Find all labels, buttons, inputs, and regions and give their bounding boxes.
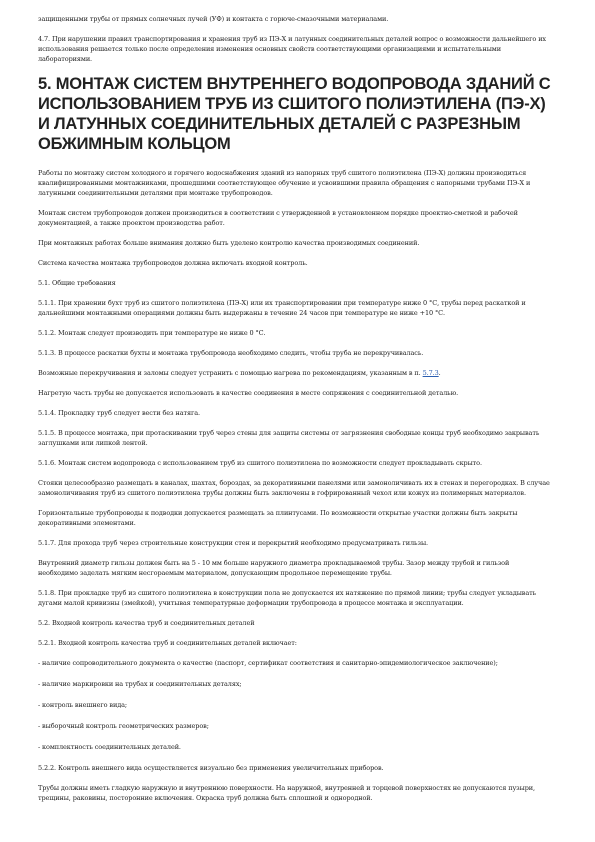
paragraph-4-7: 4.7. При нарушении правил транспортирования и хранения труб из ПЭ-Х и латунных соединительных деталей вопрос о возможности дальнейшего их использования решается только после определения изменения основных свойств соответствующими организациями и испытательными лабораториями. [38,35,547,63]
list-item: - наличие сопроводительного документа о качестве (паспорт, сертификат соответствия и санитарно-эпидемиологическое заключение); [38,659,498,667]
paragraph-kinks [38,368,551,378]
clause-5-1-2: 5.1.2. Монтаж следует производить при температуре не ниже 0 °С. [38,329,266,337]
intro-paragraph-2: Монтаж систем трубопроводов должен производиться в соответствии с утвержденной в установленном порядке проектно-сметной и рабочей документацией, а также проектом производства работ. [38,209,518,227]
paragraph-risers: Стояки целесообразно размещать в каналах, шахтах, бороздах, за декоративными панелями или замоноличивать их в стенах и перегородках. В случае замоноличивания труб из сшитого полиэтилена трубы должны быть заключены в гофрированный чехол или кожух из полимерных материалов. [38,479,550,497]
clause-5-1-8: 5.1.8. При прокладке труб из сшитого полиэтилена в конструкции пола не допускается их натяжение по прямой линии; трубы следует укладывать дугами малой кривизны (змейкой), учитывая температурные деформации трубопровода в процессе монтажа и эксплуатации. [38,589,537,607]
clause-5-2-2: 5.2.2. Контроль внешнего вида осуществляется визуально без применения увеличительных приборов. [38,764,384,772]
clause-5-1-3: 5.1.3. В процессе раскатки бухты и монтажа трубопровода необходимо следить, чтобы труба не перекручивалась. [38,349,424,357]
list-item: - наличие маркировки на трубах и соединительных деталях; [38,680,242,688]
subsection-5-1-title: 5.1. Общие требования [38,279,116,287]
list-item: - выборочный контроль геометрических размеров; [38,722,209,730]
paragraph-surface: Трубы должны иметь гладкую наружную и внутреннюю поверхности. На наружной, внутренней и торцевой поверхностях не допускаются пузыри, трещины, раковины, посторонние включения. Окраска труб должна быть сплошной и однородной. [38,784,535,802]
intro-paragraph-3: При монтажных работах больше внимания должно быть уделено контролю качества производимых соединений. [38,239,420,247]
list-item: - комплектность соединительных деталей. [38,743,181,751]
paragraph-horizontal: Горизонтальные трубопроводы к подводки допускается размещать за плинтусами. По возможности открытые участки должны быть закрыты декоративными элементами. [38,509,518,527]
section-heading: 5. МОНТАЖ СИСТЕМ ВНУТРЕННЕГО ВОДОПРОВОДА ЗДАНИЙ С ИСПОЛЬЗОВАНИЕМ ТРУБ ИЗ СШИТОГО ПОЛИЭТИЛЕНА (ПЭ-Х) И ЛАТУННЫХ СОЕДИНИТЕЛЬНЫХ ДЕТАЛЕЙ С РАЗРЕЗНЫМ ОБЖИМНЫМ КОЛЬЦОМ [38,75,551,153]
intro-paragraph-4: Система качества монтажа трубопроводов должна включать входной контроль. [38,259,308,267]
clause-5-1-1: 5.1.1. При хранении бухт труб из сшитого полиэтилена (ПЭ-Х) или их транспортировании при температуре ниже 0 °С, трубы перед раскаткой и дальнейшими монтажными операциями должны быть выдержаны в течение 24 часов при температуре не ниже +10 °С. [38,299,526,317]
kinks-end: . [438,369,441,377]
clause-5-1-6: 5.1.6. Монтаж систем водопровода с использованием труб из сшитого полиэтилена по возможности следует прокладывать скрыто. [38,459,482,467]
paragraph-sleeve: Внутренний диаметр гильзы должен быть на 5 - 10 мм больше наружного диаметра прокладываемой трубы. Зазор между трубой и гильзой необходимо заделать мягким несгораемым материалом, допускающим продольное перемещение трубы. [38,559,510,577]
list-item: - контроль внешнего вида; [38,701,127,709]
clause-5-1-7: 5.1.7. Для прохода труб через строительные конструкции стен и перекрытий необходимо предусматривать гильзы. [38,539,428,547]
paragraph-heated-part: Нагретую часть трубы не допускается использовать в качестве соединения в месте сопряжения с соединительной деталью. [38,389,459,397]
kinks-text: Возможные перекручивания и заломы следует устранить с помощью нагрева по рекомендациям, указанным в п. [38,369,423,377]
clause-5-7-3-link[interactable]: 5.7.3 [422,369,439,377]
paragraph-storage-tail: защищенными трубы от прямых солнечных лучей (УФ) и контакта с горюче-смазочными материалами. [38,15,389,23]
subsection-5-2-title: 5.2. Входной контроль качества труб и соединительных деталей [38,619,255,627]
intro-paragraph-1: Работы по монтажу систем холодного и горячего водоснабжения зданий из напорных труб сшитого полиэтилена (ПЭ-Х) должны производиться квалифицированными монтажниками, прошедшими соответствующее обучение и усвоившими правила обращения с напорными трубами ПЭ-Х и латунными соединительными деталями при монтаже трубопроводов. [38,169,531,197]
clause-5-1-4: 5.1.4. Прокладку труб следует вести без натяга. [38,409,201,417]
clause-5-2-1: 5.2.1. Входной контроль качества труб и соединительных деталей включает: [38,639,297,647]
clause-5-1-5: 5.1.5. В процессе монтажа, при протаскивании труб через стены для защиты системы от загрязнения свободные концы труб необходимо закрывать заглушками или липкой лентой. [38,429,540,447]
